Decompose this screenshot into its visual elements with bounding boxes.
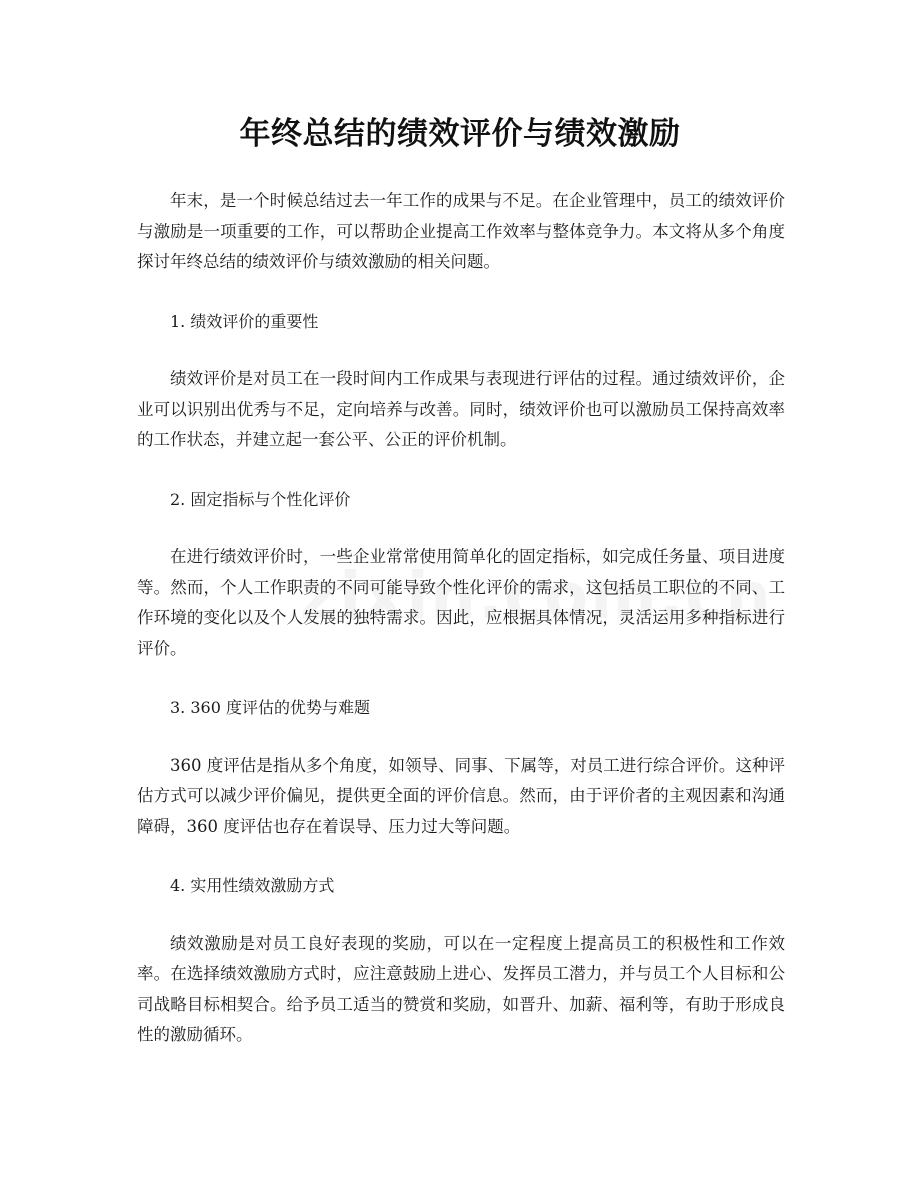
section-paragraph: 360 度评估是指从多个角度，如领导、同事、下属等，对员工进行综合评价。这种评估方式可以减少评价偏见，提供更全面的评价信息。然而，由于评价者的主观因素和沟通障碍，360 度评估也存在着误导、压力过大等问题。 — [137, 755, 785, 836]
section-heading: 1. 绩效评价的重要性 — [170, 311, 319, 331]
section-paragraph: 绩效激励是对员工良好表现的奖励，可以在一定程度上提高员工的积极性和工作效率。在选择绩效激励方式时，应注意鼓励上进心、发挥员工潜力，并与员工个人目标和公司战略目标相契合。给予员工适当的赞赏和奖励，如晋升、加薪、福利等，有助于形成良性的激励循环。 — [137, 933, 785, 1044]
spacer — [137, 724, 785, 751]
section-heading: 4. 实用性绩效激励方式 — [170, 876, 335, 895]
spacer — [137, 902, 785, 929]
spacer — [137, 278, 785, 307]
page-title: 年终总结的绩效评价与绩效激励 — [239, 116, 681, 152]
spacer — [137, 337, 785, 364]
intro-paragraph: 年末，是一个时候总结过去一年工作的成果与不足。在企业管理中，员工的绩效评价与激励是一项重要的工作，可以帮助企业提高工作效率与整体竞争力。本文将从多个角度探讨年终总结的绩效评价与绩效激励的相关问题。 — [137, 191, 785, 271]
section-paragraph: 在进行绩效评价时，一些企业常常使用简单化的固定指标，如完成任务量、项目进度等。然而，个人工作职责的不同可能导致个性化评价的需求，这包括员工职位的不同、工作环境的变化以及个人发展的独特需求。因此，应根据具体情况，灵活运用多种指标进行评价。 — [137, 547, 785, 658]
spacer — [137, 664, 785, 693]
section-paragraph: 绩效评价是对员工在一段时间内工作成果与表现进行评估的过程。通过绩效评价，企业可以识别出优秀与不足，定向培养与改善。同时，绩效评价也可以激励员工保持高效率的工作状态，并建立起一套公平、公正的评价机制。 — [137, 369, 785, 449]
spacer — [137, 456, 785, 485]
spacer — [137, 842, 785, 871]
section-3 — [137, 693, 785, 871]
spacer — [137, 515, 785, 542]
section-heading: 3. 360 度评估的优势与难题 — [170, 698, 370, 717]
section-1 — [137, 307, 785, 485]
section-2 — [137, 485, 785, 694]
document-body — [137, 186, 785, 1051]
section-4 — [137, 871, 785, 1051]
section-heading: 2. 固定指标与个性化评价 — [170, 489, 351, 509]
